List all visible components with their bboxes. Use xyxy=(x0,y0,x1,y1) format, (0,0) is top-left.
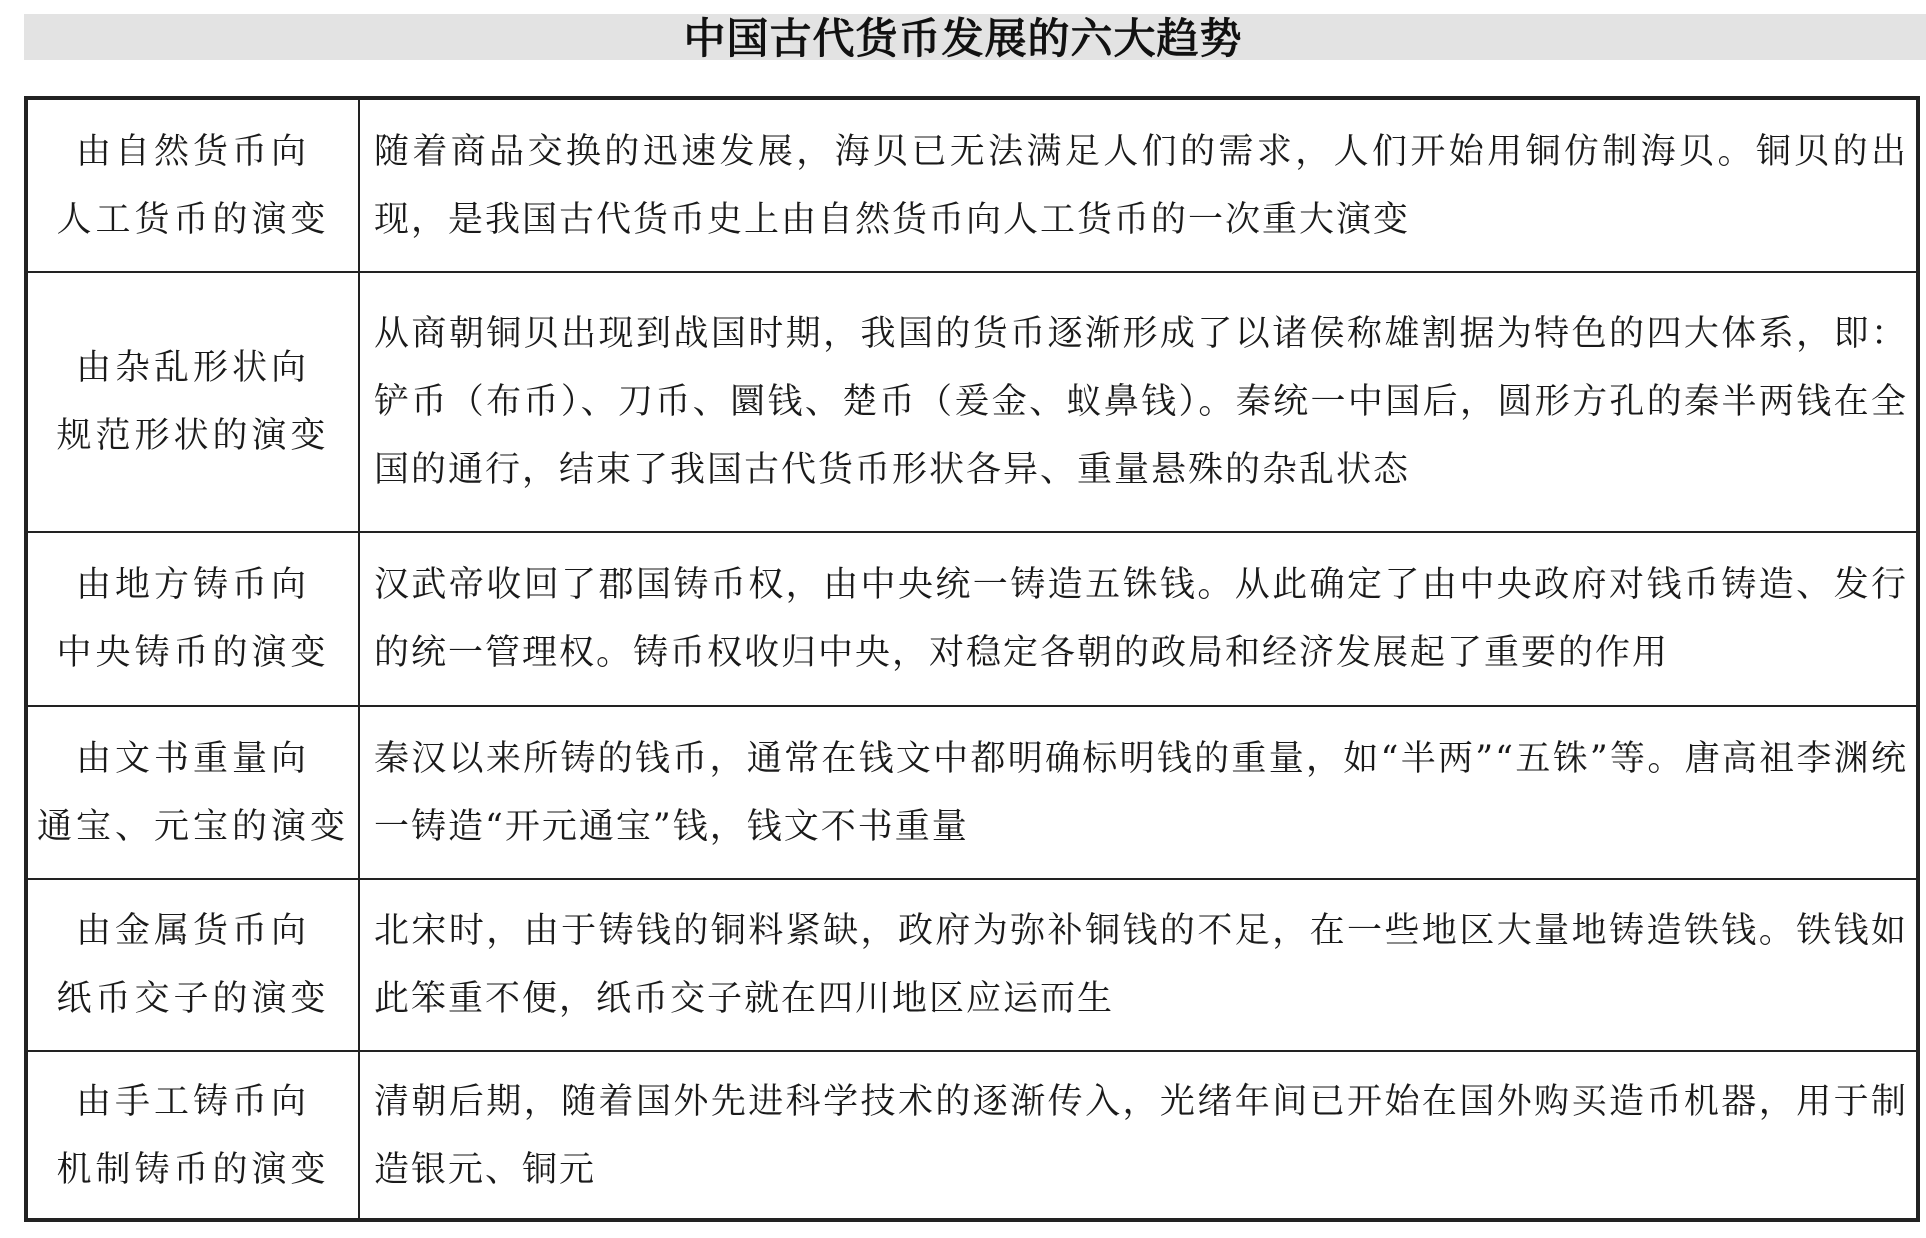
trends-table xyxy=(28,100,1916,1220)
trend-description: 随着商品交换的迅速发展，海贝已无法满足人们的需求，人们开始用铜仿制海贝。铜贝的出现，是我国古代货币史上由自然货币向人工货币的一次重大演变 xyxy=(359,100,1916,272)
trend-label-line: 由杂乱形状向 xyxy=(75,348,310,388)
table-row xyxy=(28,532,1916,706)
table-row xyxy=(28,1051,1916,1220)
trend-label-cell xyxy=(28,532,359,706)
trend-description: 清朝后期，随着国外先进科学技术的逐渐传入，光绪年间已开始在国外购买造币机器，用于制造银元、铜元 xyxy=(359,1051,1916,1220)
trend-description: 秦汉以来所铸的钱币，通常在钱文中都明确标明钱的重量，如“半两”“五铢”等。唐高祖李渊统一铸造“开元通宝”钱，钱文不书重量 xyxy=(359,706,1916,879)
trend-description: 汉武帝收回了郡国铸币权，由中央统一铸造五铢钱。从此确定了由中央政府对钱币铸造、发行的统一管理权。铸币权收归中央，对稳定各朝的政局和经济发展起了重要的作用 xyxy=(359,532,1916,706)
trend-label-line: 纸币交子的演变 xyxy=(56,979,330,1019)
trend-label-line: 机制铸币的演变 xyxy=(56,1150,330,1190)
table-row xyxy=(28,706,1916,879)
trend-label-cell xyxy=(28,879,359,1051)
table-row xyxy=(28,272,1916,532)
trend-label-line: 由自然货币向 xyxy=(75,131,310,172)
trend-label-line: 由地方铸币向 xyxy=(75,565,310,605)
trend-description: 从商朝铜贝出现到战国时期，我国的货币逐渐形成了以诸侯称雄割据为特色的四大体系，即：铲币（布币）、刀币、圜钱、楚币（爰金、蚁鼻钱）。秦统一中国后，圆形方孔的秦半两钱在全国的通行，结束了我国古代货币形状各异、重量悬殊的杂乱状态 xyxy=(359,272,1916,532)
trend-label-line: 规范形状的演变 xyxy=(56,416,330,456)
trend-label-line: 人工货币的演变 xyxy=(56,199,330,240)
trend-description: 北宋时，由于铸钱的铜料紧缺，政府为弥补铜钱的不足，在一些地区大量地铸造铁钱。铁钱如此笨重不便，纸币交子就在四川地区应运而生 xyxy=(359,879,1916,1051)
page-title: 中国古代货币发展的六大趋势 xyxy=(683,14,1243,63)
table-row xyxy=(28,100,1916,272)
trend-label-line: 由金属货币向 xyxy=(75,911,310,951)
trend-label-line: 中央铸币的演变 xyxy=(56,633,330,673)
trend-label-line: 通宝、元宝的演变 xyxy=(36,806,349,847)
trend-label-cell xyxy=(28,100,359,272)
trend-label-line: 由文书重量向 xyxy=(75,738,310,779)
trend-label-cell xyxy=(28,1051,359,1220)
trends-table-wrapper xyxy=(24,96,1920,1222)
trend-label-cell xyxy=(28,272,359,532)
table-row xyxy=(28,879,1916,1051)
trend-label-line: 由手工铸币向 xyxy=(75,1082,310,1122)
trend-label-cell xyxy=(28,706,359,879)
